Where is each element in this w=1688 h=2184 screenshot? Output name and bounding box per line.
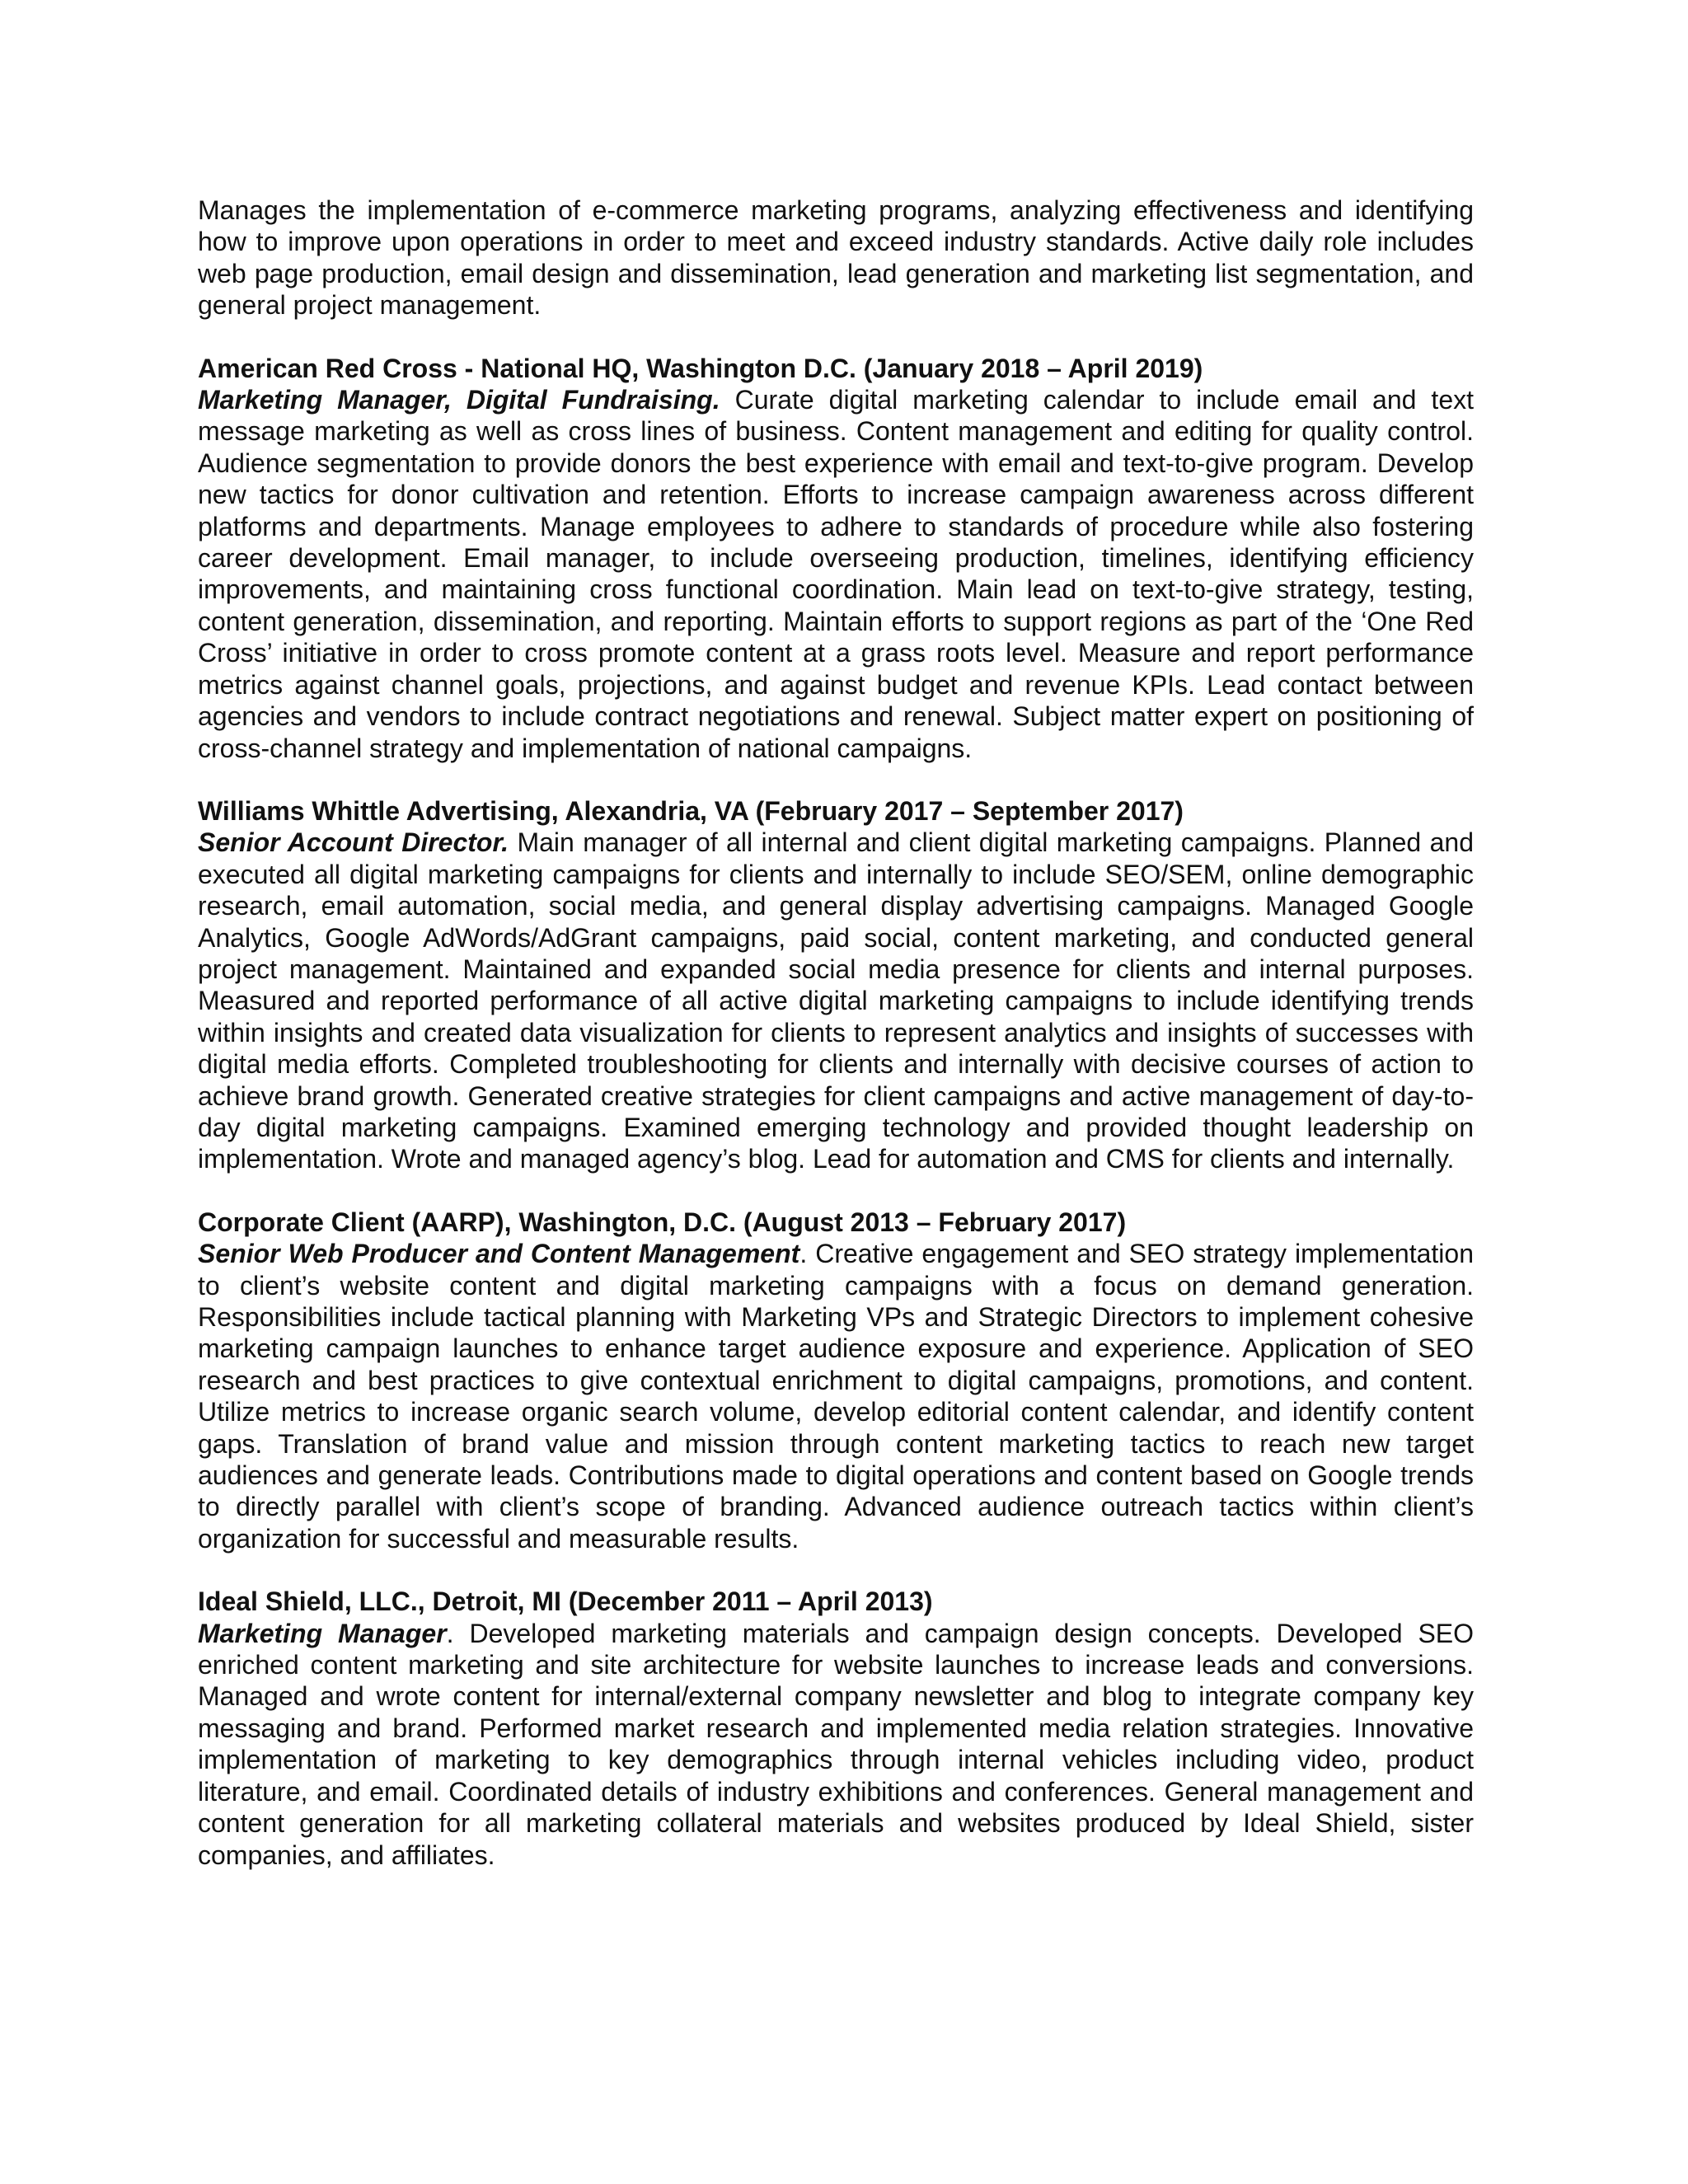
job-description: Curate digital marketing calendar to include email and text message marketing as well as cross lines of business. Content management and editing for quality control. Audience segmentation to provide donors the best experience with email and text-to-give program. Develop new tactics for donor cultivation and retention. Efforts to increase campaign awareness across different platforms and departments. Manage employees to adhere to standards of procedure while also fostering career development. Email manager, to include overseeing production, timelines, identifying efficiency improvements, and maintaining cross functional coordination. Main lead on text-to-give strategy, testing, content generation, dissemination, and reporting. Maintain efforts to support regions as part of the ‘One Red Cross’ initiative in order to cross promote content at a grass roots level. Measure and report performance metrics against channel goals, projections, and against budget and revenue KPIs. Lead contact between agencies and vendors to include contract negotiations and renewal. Subject matter expert on positioning of cross-channel strategy and implementation of national campaigns. [198,385,1475,763]
job-description: Main manager of all internal and client digital marketing campaigns. Planned and executed all digital marketing campaigns for clients and internally to include SEO/SEM, online demographic research, email automation, social media, and general display advertising campaigns. Managed Google Analytics, Google AdWords/AdGrant campaigns, paid social, content marketing, and conducted general project management. Maintained and expanded social media presence for clients and internal purposes. Measured and reported performance of all active digital marketing campaigns to include identifying trends within insights and created data visualization for clients to represent analytics and insights of successes with digital media efforts. Completed troubleshooting for clients and internally with decisive courses of action to achieve brand growth. Generated creative strategies for client campaigns and active management of day-to-day digital marketing campaigns. Examined emerging technology and provided thought leadership on implementation. Wrote and managed agency’s blog. Lead for automation and CMS for clients and internally. [198,827,1475,1174]
job-description-paragraph [198,384,1474,764]
job-title-suffix: . [446,1618,470,1648]
job-title-suffix [509,827,517,857]
job-title-suffix: . [799,1239,816,1269]
resume-page [198,194,1474,1871]
job-description: Developed marketing materials and campaign design concepts. Developed SEO enriched content marketing and site architecture for website launches to increase leads and conversions. Managed and wrote content for internal/external company newsletter and blog to integrate company key messaging and brand. Performed market research and implemented media relation strategies. Innovative implementation of marketing to key demographics through internal vehicles including video, product literature, and email. Coordinated details of industry exhibitions and conferences. General management and content generation for all marketing collateral materials and websites produced by Ideal Shield, sister companies, and affiliates. [198,1618,1475,1870]
job-heading: American Red Cross - National HQ, Washington D.C. (January 2018 – April 2019) [198,353,1203,383]
job-heading: Ideal Shield, LLC., Detroit, MI (December 2011 – April 2013) [198,1586,933,1617]
job-title-suffix [720,385,735,415]
job-description-paragraph [198,827,1474,1174]
job-title: Senior Account Director. [198,827,509,858]
job-heading: Corporate Client (AARP), Washington, D.C. (August 2013 – February 2017) [198,1207,1127,1237]
job-description-paragraph [198,1618,1474,1871]
intro-paragraph: Manages the implementation of e-commerce marketing programs, analyzing effectiveness and identifying how to improve upon operations in order to meet and exceed industry standards. Active daily role includes web page production, email design and dissemination, lead generation and marketing list segmentation, and general project management. [198,195,1474,321]
job-title: Marketing Manager [198,1618,447,1648]
job-description-paragraph [198,1238,1474,1554]
job-heading: Williams Whittle Advertising, Alexandria, VA (February 2017 – September 2017) [198,795,1184,826]
job-title: Senior Web Producer and Content Management [198,1239,800,1269]
job-title: Marketing Manager, Digital Fundraising. [198,385,720,415]
job-description: Creative engagement and SEO strategy implementation to client’s website content and digital marketing campaigns with a focus on demand generation. Responsibilities include tactical planning with Marketing VPs and Strategic Directors to implement cohesive marketing campaign launches to enhance target audience exposure and experience. Application of SEO research and best practices to give contextual enrichment to digital campaigns, promotions, and content. Utilize metrics to increase organic search volume, develop editorial content calendar, and identify content gaps. Translation of brand value and mission through content marketing tactics to reach new target audiences and generate leads. Contributions made to digital operations and content based on Google trends to directly parallel with client’s scope of branding. Advanced audience outreach tactics within client’s organization for successful and measurable results. [198,1239,1475,1554]
job-entry-ideal-shield [198,1586,1474,1871]
job-entry-aarp [198,1207,1474,1554]
job-entry-williams-whittle [198,795,1474,1175]
job-entry-american-red-cross [198,353,1474,764]
